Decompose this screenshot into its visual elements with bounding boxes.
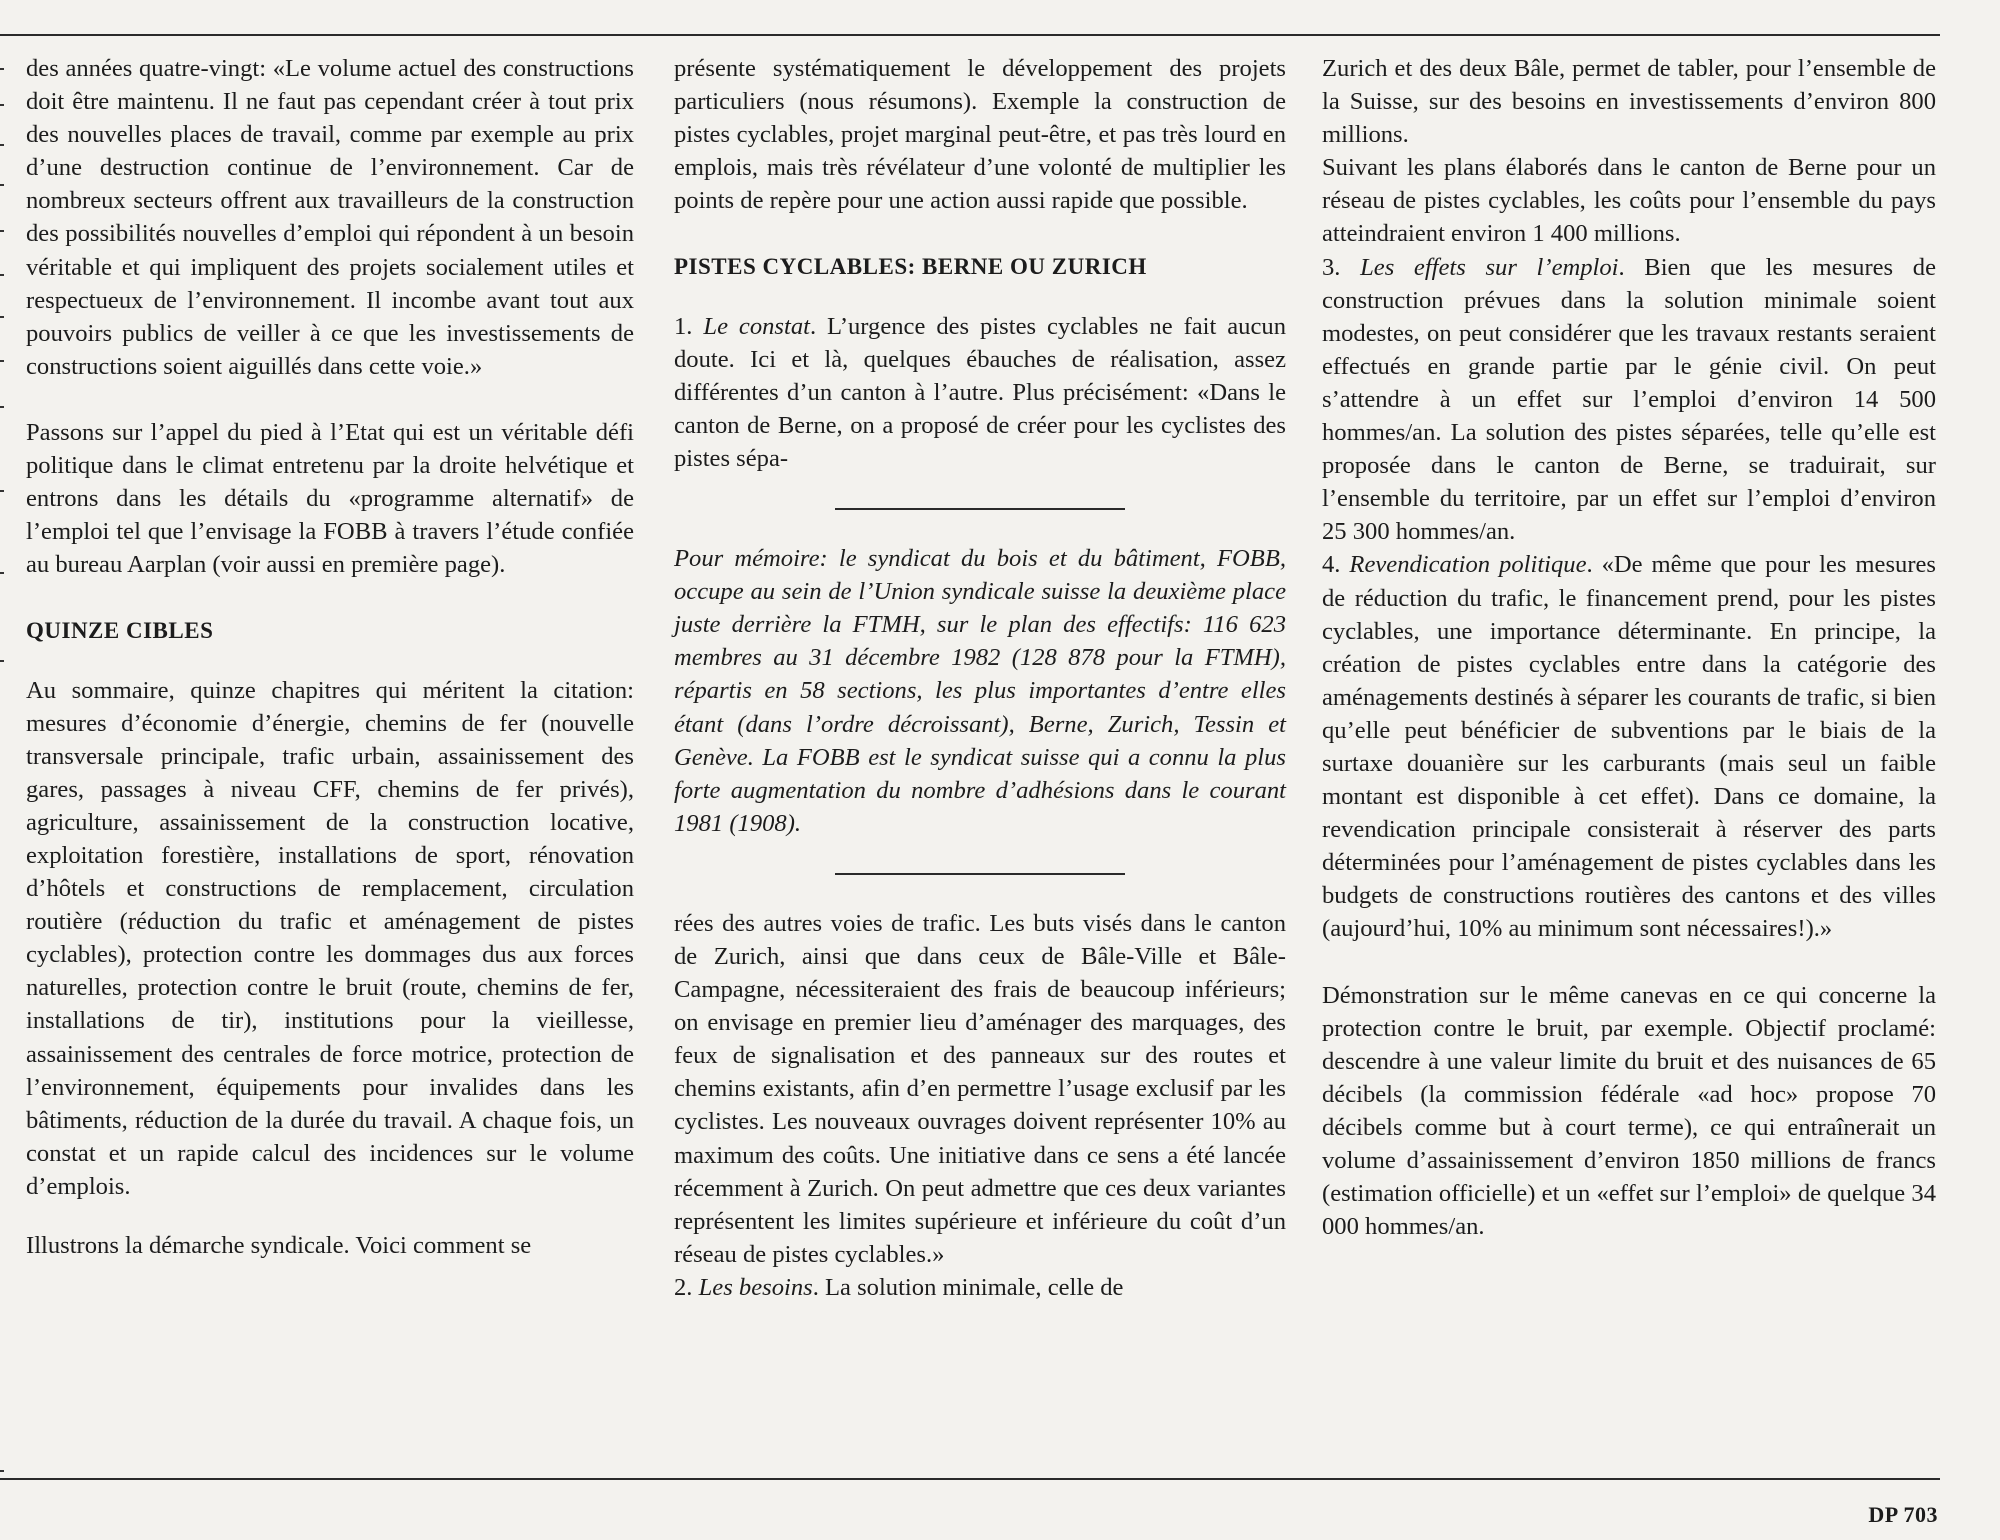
- item-number: 1.: [674, 312, 693, 340]
- paragraph: [674, 1271, 1286, 1304]
- item-text: . L’urgence des pistes cyclables ne fait aucun doute. Ici et là, quelques ébauches de réalisation, assez différentes d’un canton à l’autre. Plus précisément: «Dans le canton de Berne, on a proposé de créer pour les cyclistes des pistes sépa-: [674, 312, 1286, 472]
- item-title: Les effets sur l’emploi: [1360, 253, 1619, 281]
- paragraph: [674, 310, 1286, 475]
- item-number: 3.: [1322, 253, 1341, 281]
- box-divider: [835, 873, 1125, 875]
- paragraph: [1322, 251, 1936, 549]
- paragraph: présente systématiquement le développement des projets particuliers (nous résumons). Exemple la construction de pistes cyclables, projet marginal peut-être, et pas très lourd en emplois, mais très révélateur d’une volonté de multiplier les points de repère pour une action aussi rapide que possible.: [674, 55, 1286, 215]
- column-3: [1322, 52, 1936, 1243]
- item-title: Revendication politique: [1349, 551, 1587, 579]
- item-number: 4.: [1322, 551, 1341, 579]
- column-2: [674, 52, 1286, 1304]
- paragraph: Démonstration sur le même canevas en ce qui concerne la protection contre le bruit, par exemple. Objectif proclamé: descendre à une valeur limite du bruit et des nuisances de 65 décibels (la commission fédérale «ad hoc» propose 70 décibels comme but à court terme), ce qui entraînerait un volume d’assainissement d’environ 1850 millions de francs (estimation officielle) et un «effet sur l’emploi» de quelque 34 000 hommes/an.: [1322, 981, 1936, 1241]
- page-folio: DP 703: [1868, 1502, 1938, 1527]
- item-title: Le constat: [703, 312, 810, 340]
- paragraph: Suivant les plans élaborés dans le canton de Berne pour un réseau de pistes cyclables, les coûts pour l’ensemble du pays atteindraient environ 1 400 millions.: [1322, 154, 1936, 248]
- section-heading: PISTES CYCLABLES: BERNE OU ZURICH: [674, 254, 1147, 280]
- paragraph: Passons sur l’appel du pied à l’Etat qui est un véritable défi politique dans le climat entretenu par la droite helvétique et entrons dans les détails du «programme alternatif» de l’emploi tel que l’envisage la FOBB à travers l’étude confiée au bureau Aarplan (voir aussi en première page).: [26, 418, 634, 579]
- column-1: [26, 52, 634, 1262]
- section-heading: QUINZE CIBLES: [26, 618, 214, 644]
- box-divider: [835, 508, 1125, 510]
- item-text: . La solution minimale, celle de: [812, 1273, 1124, 1301]
- item-text: . «De même que pour les mesures de réduction du trafic, le financement prend, pour les pistes cyclables, une importance déterminante. En principe, la création de pistes cyclables entre dans la catégorie des aménagements destinés à séparer les courants de trafic, si bien qu’elle peut bénéficier de subventions par le biais de la surtaxe douanière sur les carburants (mais seul un faible montant est disponible à cet effet). Dans ce domaine, la revendication principale consisterait à réserver des parts déterminées pour l’aménagement de pistes cyclables dans les budgets de constructions routières des cantons et des villes (aujourd’hui, 10% au minimum sont nécessaires!).»: [1322, 551, 1936, 943]
- info-box: Pour mémoire: le syndicat du bois et du bâtiment, FOBB, occupe au sein de l’Union syndicale suisse la deuxième place juste derrière la FTMH, sur le plan des effectifs: 116 623 membres au 31 décembre 1982 (128 878 pour la FTMH), répartis en 58 sections, les plus importantes d’entre elles étant (dans l’ordre décroissant), Berne, Zurich, Tessin et Genève. La FOBB est le syndicat suisse qui a connu la plus forte augmentation du nombre d’adhésions dans le courant 1981 (1908).: [674, 545, 1286, 837]
- paragraph: Zurich et des deux Bâle, permet de tabler, pour l’ensemble de la Suisse, sur des besoins en investissements d’environ 800 millions.: [1322, 55, 1936, 149]
- paragraph: rées des autres voies de trafic. Les buts visés dans le canton de Zurich, ainsi que dans ceux de Bâle-Ville et Bâle-Campagne, nécessiteraient des frais de beaucoup inférieurs; on envisage en premier lieu d’aménager des marquages, des feux de signalisation et des panneaux sur des routes et chemins existants, afin d’en permettre l’usage exclusif par les cyclistes. Les nouveaux ouvrages doivent représenter 10% au maximum des coûts. Une initiative dans ce sens a été lancée récemment à Zurich. On peut admettre que ces deux variantes représentent les limites supérieure et inférieure du coût d’un réseau de pistes cyclables.»: [674, 909, 1286, 1268]
- item-text: . Bien que les mesures de construction prévues dans la solution minimale soient modestes, on peut considérer que les travaux restants seraient effectués en grande partie par le génie civil. On peut s’attendre à un effet sur l’emploi d’environ 14 500 hommes/an. La solution des pistes séparées, telle qu’elle est proposée dans le canton de Berne, se traduirait, sur l’ensemble du territoire, par un effet sur l’emploi d’environ 25 300 hommes/an.: [1322, 253, 1936, 546]
- paragraph: Au sommaire, quinze chapitres qui méritent la citation: mesures d’économie d’énergie, chemins de fer (nouvelle transversale principale, trafic urbain, assainissement des gares, passages à niveau CFF, chemins de fer privés), agriculture, assainissement de la construction locative, exploitation forestière, installations de sport, rénovation d’hôtels et constructions de remplacement, circulation routière (réduction du trafic et aménagement de pistes cyclables), protection contre les dommages dus aux forces naturelles, protection contre le bruit (route, chemins de fer, installations de tir), institutions pour la vieillesse, assainissement des centrales de force motrice, protection de l’environnement, équipements pour invalides dans les bâtiments, réduction de la durée du travail. A chaque fois, un constat et un rapide calcul des incidences sur le volume d’emplois.: [26, 676, 634, 1200]
- bottom-rule: [0, 1478, 1940, 1480]
- paragraph: [1322, 548, 1936, 945]
- paragraph: des années quatre-vingt: «Le volume actuel des constructions doit être maintenu. Il ne faut pas cependant créer à tout prix des nouvelles places de travail, comme par exemple au prix d’une destruction continue de l’environnement. Car de nombreux secteurs offrent aux travailleurs de la construction des possibilités nouvelles d’emploi qui répondent à un besoin véritable et qui impliquent des projets socialement utiles et respectueux de l’environnement. Il incombe avant tout aux pouvoirs publics de veiller à ce que les investissements de constructions soient aiguillés dans cette voie.»: [26, 55, 634, 380]
- item-number: 2.: [674, 1273, 693, 1301]
- left-margin-marks: [0, 60, 6, 1480]
- item-title: Les besoins: [698, 1273, 813, 1301]
- top-rule: [0, 34, 1940, 36]
- paragraph: Illustrons la démarche syndicale. Voici comment se: [26, 1232, 532, 1259]
